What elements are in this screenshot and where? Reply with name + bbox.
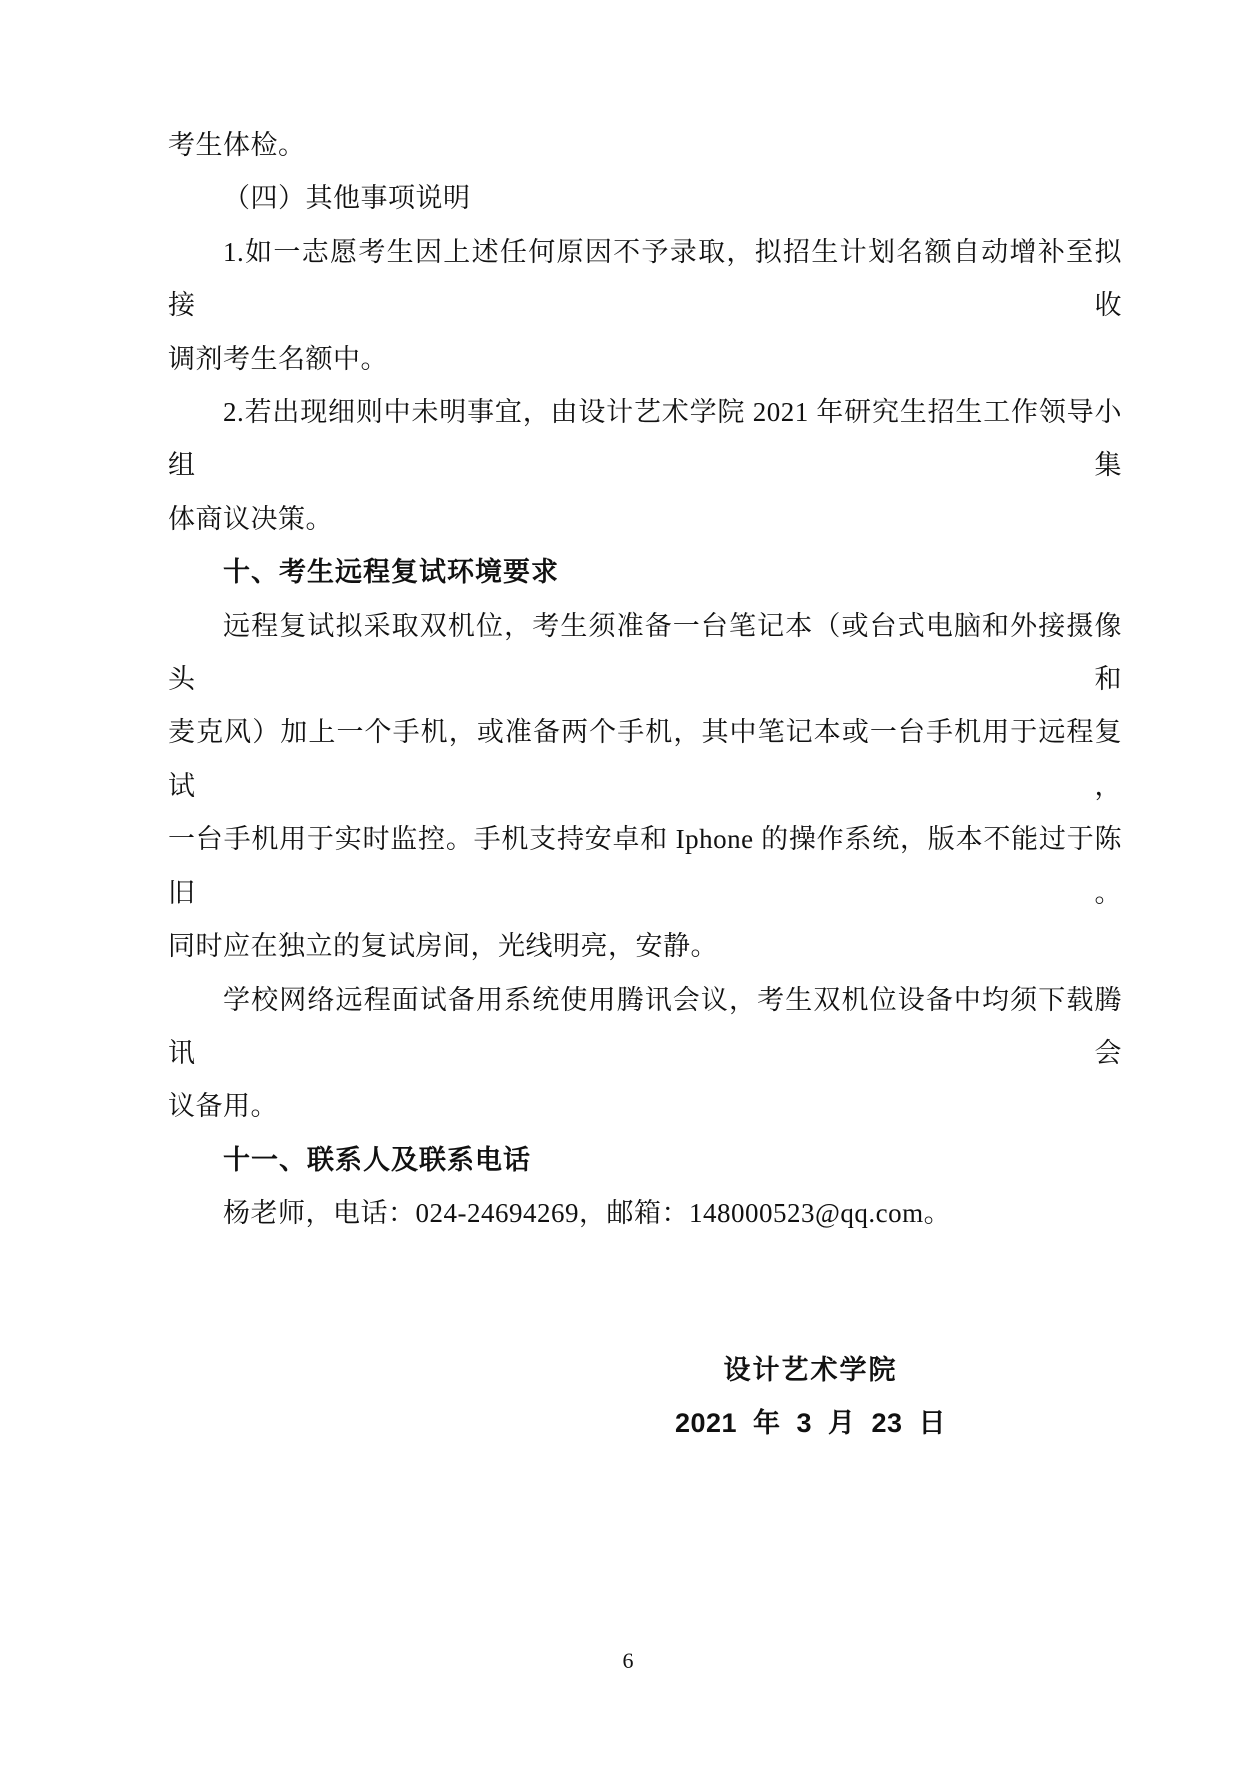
body-line: 考生体检。	[168, 130, 306, 160]
signature-org: 设计艺术学院	[723, 1354, 898, 1385]
body-line: 议备用。	[168, 1091, 278, 1122]
section-10-heading: 十、考生远程复试环境要求	[223, 557, 559, 588]
section-11-heading: 十一、联系人及联系电话	[223, 1144, 531, 1175]
body-line: 1.如一志愿考生因上述任何原因不予录取，拟招生计划名额自动增补至拟接收	[168, 236, 1122, 321]
body-line: 同时应在独立的复试房间，光线明亮，安静。	[168, 931, 718, 962]
contact-line: 杨老师，电话：024-24694269，邮箱：148000523@qq.com。	[223, 1198, 952, 1229]
body-line: 麦克风）加上一个手机，或准备两个手机，其中笔记本或一台手机用于远程复试，	[168, 717, 1122, 801]
body-line: 调剂考生名额中。	[168, 343, 388, 374]
signature-date: 2021 年 3 月 23 日	[674, 1407, 947, 1438]
subsection-heading: （四）其他事项说明	[223, 183, 471, 214]
body-line: 远程复试拟采取双机位，考生须准备一台笔记本（或台式电脑和外接摄像头和	[168, 610, 1122, 695]
signature-block	[503, 1344, 1118, 1451]
page-number: 6	[622, 1648, 634, 1673]
body-line: 学校网络远程面试备用系统使用腾讯会议，考生双机位设备中均须下载腾讯会	[168, 984, 1122, 1068]
body-line: 体商议决策。	[168, 503, 333, 534]
body-line: 2.若出现细则中未明事宜，由设计艺术学院 2021 年研究生招生工作领导小组集	[168, 397, 1122, 481]
body-line: 一台手机用于实时监控。手机支持安卓和 Iphone 的操作系统，版本不能过于陈旧。	[168, 824, 1122, 908]
document-body	[168, 119, 1122, 1450]
